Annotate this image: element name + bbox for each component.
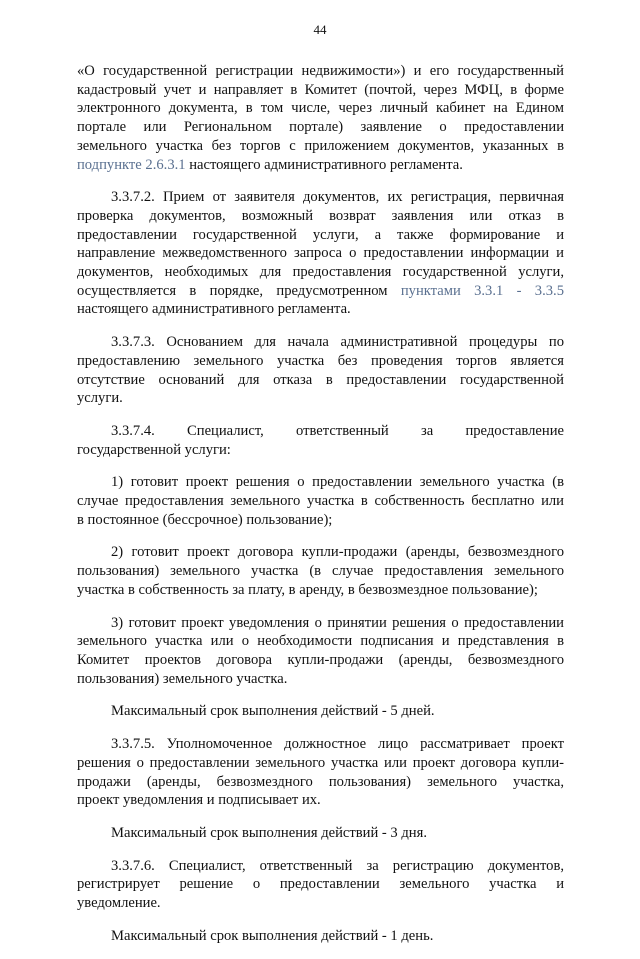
text-line: участка в собственность за плату, в аренду, в безвозмездное пользование); xyxy=(77,581,538,598)
text-line: кадастровый учет и направляет в Комитет (почтой, через МФЦ, в форме xyxy=(77,81,564,98)
cross-reference-link[interactable]: пунктами 3.3.1 - 3.3.5 xyxy=(400,282,564,299)
document-body xyxy=(77,62,564,959)
page-number: 44 xyxy=(313,22,327,37)
text-line: регистрирует решение о предоставлении земельного участка и xyxy=(77,876,564,893)
text-line: случае предоставления земельного участка в собственность бесплатно или xyxy=(77,493,564,510)
list-item-3 xyxy=(77,614,564,689)
paragraph-3-3-7-2 xyxy=(77,188,564,319)
text-line: земельного участка или о необходимости подписания и представления в xyxy=(77,633,564,650)
deadline-note xyxy=(77,927,564,946)
text-line: отсутствие оснований для отказа в предоставлении государственной xyxy=(77,371,564,388)
text-line: 3) готовит проект уведомления о принятии решения о предоставлении xyxy=(111,614,564,631)
text-line: 3.3.7.6. Специалист, ответственный за регистрацию документов, xyxy=(111,857,564,874)
text-line: пользования) земельного участка (в случае предоставления земельного xyxy=(77,563,564,580)
text-line: проект уведомления и подписывает их. xyxy=(77,792,321,809)
text-line: 1) готовит проект решения о предоставлении земельного участка (в xyxy=(111,474,564,491)
paragraph-3-3-7-3 xyxy=(77,333,564,408)
list-item-1 xyxy=(77,473,564,529)
text-line: услуги. xyxy=(77,390,123,407)
paragraph-3-3-7-6 xyxy=(77,857,564,913)
text-line: 3.3.7.3. Основанием для начала административной процедуры по xyxy=(111,334,564,351)
text-line: настоящего административного регламента. xyxy=(77,301,351,318)
text-line: Максимальный срок выполнения действий - 1 день. xyxy=(111,927,434,944)
text-line: Максимальный срок выполнения действий - 3 дня. xyxy=(111,824,427,841)
text-line: «О государственной регистрации недвижимости») и его государственный xyxy=(77,63,564,79)
text-line: 2) готовит проект договора купли-продажи (аренды, безвозмездного xyxy=(111,544,564,561)
text-line: решения о предоставлении земельного участка или проект договора купли- xyxy=(77,754,564,771)
paragraph-continuation xyxy=(77,62,564,174)
text-line: продажи (аренды, безвозмездного пользования) земельного участка, xyxy=(77,773,564,790)
deadline-note xyxy=(77,824,564,843)
text-fragment: осуществляется в порядке, предусмотренном xyxy=(77,282,401,299)
text-line: 3.3.7.4. Специалист, ответственный за предоставление xyxy=(111,422,564,439)
text-line: направление межведомственного запроса о предоставлении информации и xyxy=(77,245,564,262)
text-line: электронного документа, в том числе, через личный кабинет на Едином xyxy=(77,100,564,117)
text-line: государственной услуги: xyxy=(77,441,231,458)
deadline-note xyxy=(77,702,564,721)
list-item-2 xyxy=(77,543,564,599)
cross-reference-link[interactable]: подпункте 2.6.3.1 xyxy=(77,156,186,173)
text-line: документов, необходимых для предоставления государственной услуги, xyxy=(77,264,564,281)
text-line: 3.3.7.2. Прием от заявителя документов, их регистрация, первичная xyxy=(111,189,564,206)
text-line: предоставлении государственной услуги, а также формирование и xyxy=(77,226,564,243)
text-line: уведомление. xyxy=(77,895,161,912)
text-line xyxy=(77,282,564,301)
text-line: предоставлению земельного участка без проведения торгов является xyxy=(77,352,564,369)
text-line: Комитет проектов договора купли-продажи (аренды, безвозмездного xyxy=(77,651,564,668)
text-line xyxy=(77,156,564,175)
text-line: 3.3.7.5. Уполномоченное должностное лицо рассматривает проект xyxy=(111,736,564,753)
text-line: пользования) земельного участка. xyxy=(77,670,288,687)
paragraph-3-3-7-4 xyxy=(77,422,564,459)
text-line: проверка документов, возможный возврат заявления или отказ в xyxy=(77,207,564,224)
text-fragment: настоящего административного регламента. xyxy=(185,156,463,173)
text-line: Максимальный срок выполнения действий - 5 дней. xyxy=(111,703,435,720)
text-line: земельного участка без торгов с приложением документов, указанных в xyxy=(77,137,564,154)
text-line: в постоянное (бессрочное) пользование); xyxy=(77,511,333,528)
paragraph-3-3-7-5 xyxy=(77,735,564,810)
text-line: портале или Региональном портале) заявление о предоставлении xyxy=(77,119,564,136)
